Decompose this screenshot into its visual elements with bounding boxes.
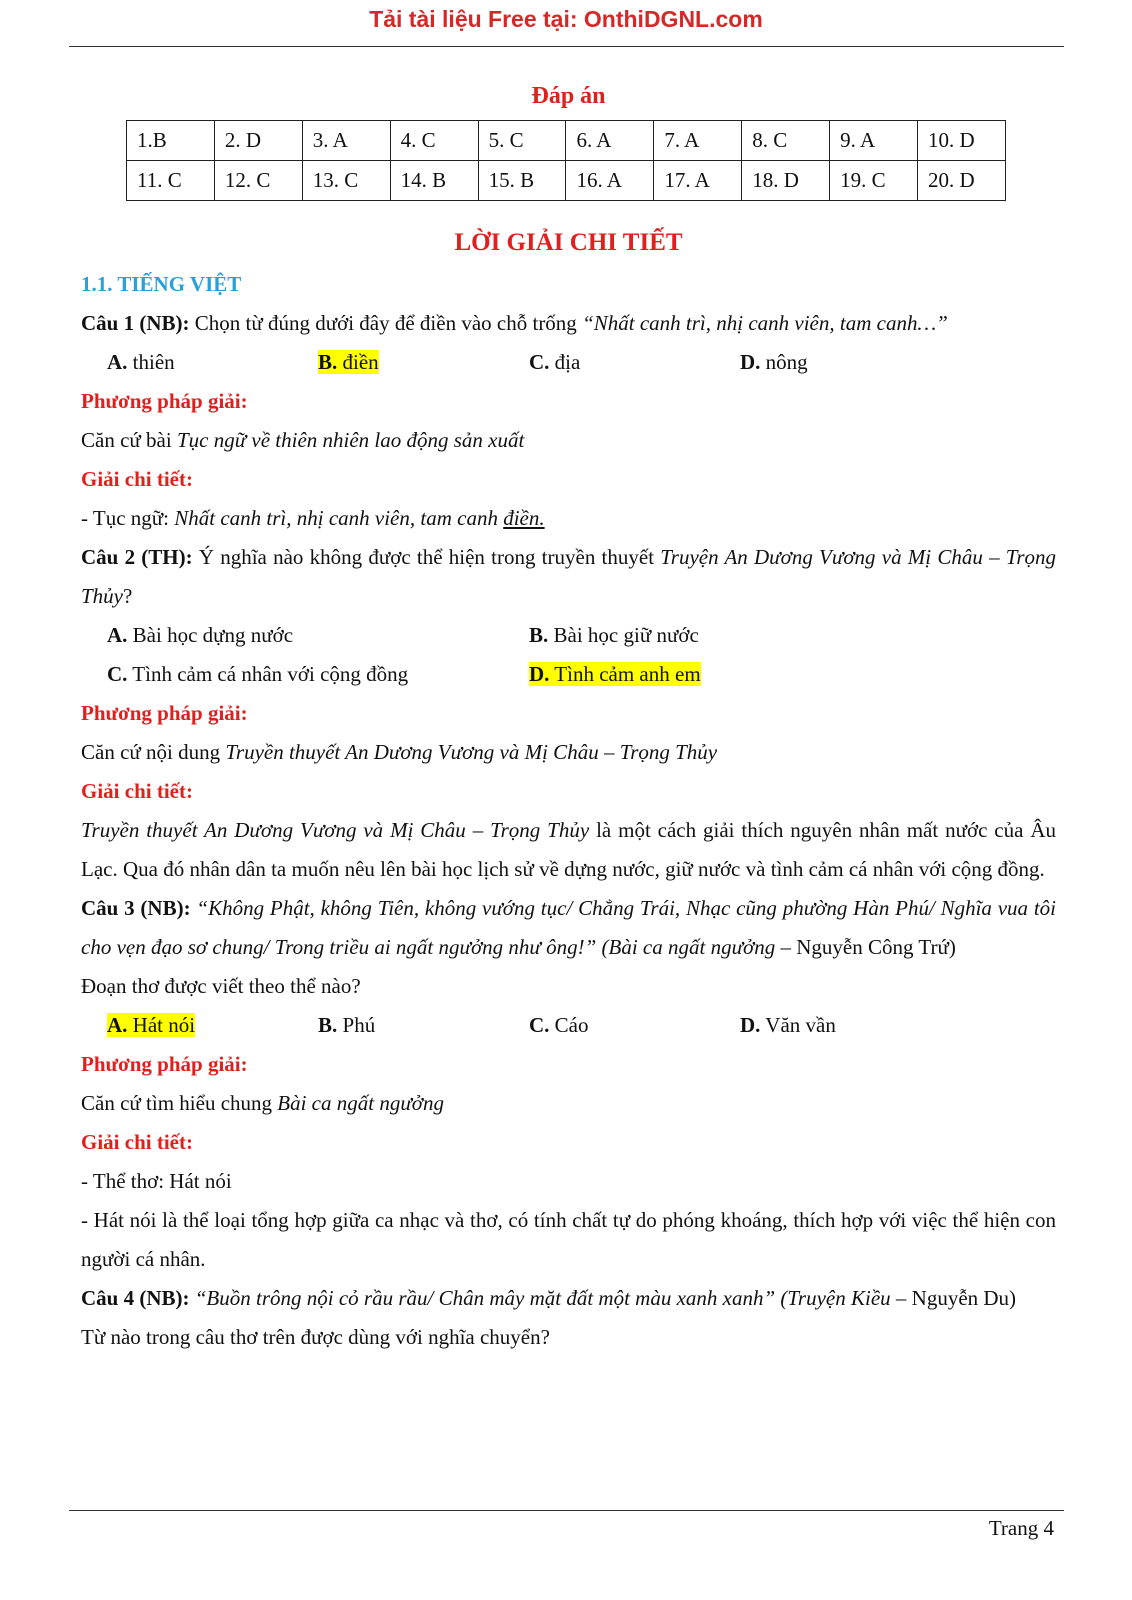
footer-divider [69,1510,1064,1511]
q2-option-b: B. Bài học giữ nước [529,623,699,647]
page-number: Trang 4 [988,1516,1054,1540]
answer-cell: 15. B [478,161,566,201]
answer-cell: 11. C [127,161,215,201]
q3-detail-label: Giải chi tiết: [81,1130,193,1154]
q1-label: Câu 1 (NB): [81,311,190,335]
answer-cell: 18. D [742,161,830,201]
q3-method: Căn cứ tìm hiểu chung Bài ca ngất ngưởng [81,1091,444,1115]
q1-method-label: Phương pháp giải: [81,389,248,413]
answer-cell: 2. D [214,121,302,161]
q2-option-d: D. Tình cảm anh em [529,662,701,686]
question-4: Câu 4 (NB): “Buồn trông nội cỏ rầu rầu/ Chân mây mặt đất một màu xanh xanh” (Truyện Kiều – Nguyễn Du) [81,1286,1017,1310]
q2-option-c: C. Tình cảm cá nhân với cộng đồng [107,662,409,686]
q4-question: Từ nào trong câu thơ trên được dùng với nghĩa chuyển? [81,1325,550,1349]
q1-quote: “Nhất canh trì, nhị canh viên, tam canh…” [582,311,948,335]
q2-options-row1 [81,616,1056,655]
answer-cell: 4. C [390,121,478,161]
q3-option-d: D. Văn vần [740,1013,836,1037]
q3-question: Đoạn thơ được viết theo thể nào? [81,974,361,998]
answer-cell: 10. D [918,121,1006,161]
question-1 [81,304,1056,343]
site-header: Tải tài liệu Free tại: OnthiDGNL.com [369,6,763,32]
q3-option-b: B. Phú [318,1013,376,1037]
q1-option-a: A. thiên [107,350,175,374]
answer-cell: 17. A [654,161,742,201]
section-heading: 1.1. TIẾNG VIỆT [81,272,242,296]
q1-detail: - Tục ngữ: Nhất canh trì, nhị canh viên, tam canh điền. [81,506,545,530]
q1-option-b: B. điền [318,350,379,374]
answer-cell: 6. A [566,121,654,161]
answer-cell: 19. C [830,161,918,201]
answer-cell: 3. A [302,121,390,161]
answer-cell: 9. A [830,121,918,161]
q3-option-a: A. Hát nói [107,1013,196,1037]
q1-option-d: D. nông [740,350,808,374]
answer-key-table [126,120,1006,201]
answers-title: Đáp án [531,83,606,109]
q2-method-label: Phương pháp giải: [81,701,248,725]
answer-cell: 20. D [918,161,1006,201]
question-3: Câu 3 (NB): “Không Phật, không Tiên, không vướng tục/ Chẳng Trái, Nhạc cũng phường Hàn Phú/ Nghĩa vua tôi cho vẹn đạo sơ chung/ Trong triều ai ngất ngưởng như ông!” (Bài ca ngất ngưởng – Nguyễn Công Trứ) [81,896,1057,959]
q1-method: Căn cứ bài Tục ngữ về thiên nhiên lao động sản xuất [81,428,525,452]
q2-options-row2 [81,655,1056,694]
answer-row [127,161,1006,201]
q1-options [81,343,1056,382]
answer-cell: 8. C [742,121,830,161]
answer-cell: 1.B [127,121,215,161]
answer-cell: 7. A [654,121,742,161]
answer-cell: 5. C [478,121,566,161]
header-divider [69,46,1064,47]
q2-method: Căn cứ nội dung Truyền thuyết An Dương Vương và Mị Châu – Trọng Thủy [81,740,718,764]
q3-detail-1: - Thể thơ: Hát nói [81,1169,232,1193]
q3-option-c: C. Cáo [529,1013,589,1037]
q2-detail-label: Giải chi tiết: [81,779,193,803]
q2-option-a: A. Bài học dựng nước [107,623,294,647]
q3-options [81,1006,1056,1045]
q3-detail-2: - Hát nói là thể loại tổng hợp giữa ca nhạc và thơ, có tính chất tự do phóng khoáng, thích hợp với việc thể hiện con người cá nhân. [81,1208,1056,1271]
answer-cell: 16. A [566,161,654,201]
answer-cell: 13. C [302,161,390,201]
page-content [81,76,1056,1357]
answer-cell: 14. B [390,161,478,201]
q1-text: Chọn từ đúng dưới đây để điền vào chỗ trống [189,311,583,335]
answer-row [127,121,1006,161]
q3-method-label: Phương pháp giải: [81,1052,248,1076]
detail-title: LỜI GIẢI CHI TIẾT [454,229,683,256]
answer-cell: 12. C [214,161,302,201]
q1-option-c: C. địa [529,350,581,374]
q1-detail-label: Giải chi tiết: [81,467,193,491]
question-2: Câu 2 (TH): Ý nghĩa nào không được thể hiện trong truyền thuyết Truyện An Dương Vương và Mị Châu – Trọng Thủy? [81,545,1056,608]
q2-detail: Truyền thuyết An Dương Vương và Mị Châu – Trọng Thủy là một cách giải thích nguyên nhân mất nước của Âu Lạc. Qua đó nhân dân ta muốn nêu lên bài học lịch sử về dựng nước, giữ nước và tình cảm cá nhân với cộng đồng. [81,818,1056,881]
